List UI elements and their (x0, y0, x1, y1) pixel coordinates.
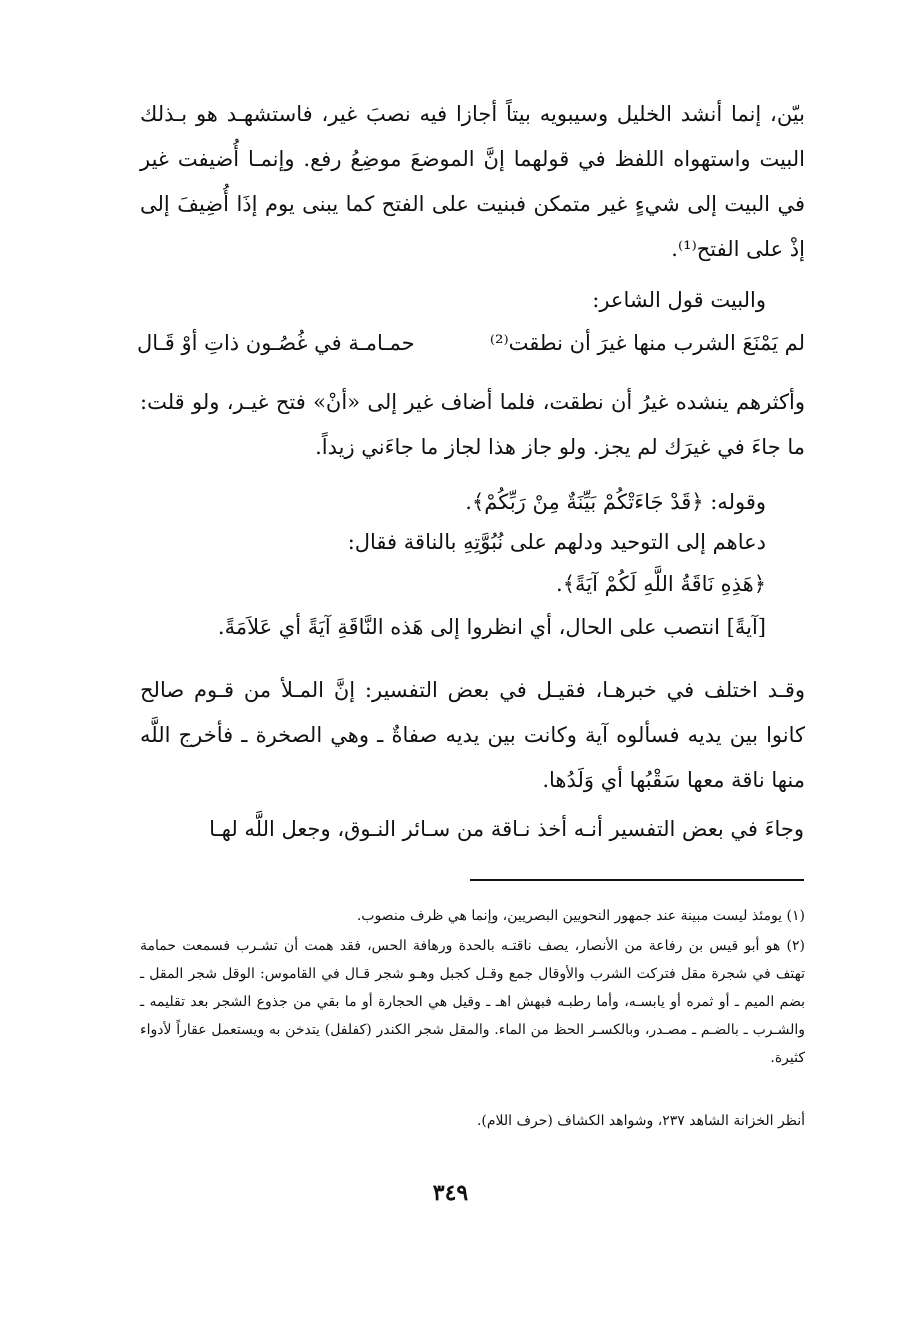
verse-first-half: لم يَمْنَعَ الشرب منها غيرَ أن نطقت⁽²⁾ (489, 331, 805, 355)
line-2: دعاهم إلى التوحيد ودلهم على نُبُوَّتِهِ بالناقة فقال: (347, 530, 766, 554)
line-3: [آيةً] انتصب على الحال، أي انظروا إلى هَذه النَّاقَةِ آيَةً أي عَلاَمَةً. (217, 615, 766, 639)
paragraph-3: وقـد اختلف في خبرهـا، فقيـل في بعض التفسير: إنَّ المـلأ من قـوم صالح كانوا بين يديه فسألوه آية وكانت بين يديه صفاةٌ ـ وهي الصخرة ـ فأخرج اللَّه منها ناقة معها سَقْبُها أي وَلَدُها. (140, 678, 805, 792)
paragraph-1: بيّن، إنما أنشد الخليل وسيبويه بيتاً أجازا فيه نصبَ غير، فاستشهـد هو بـذلك البيت واستهواه اللفظ في قولهما إنَّ الموضعَ موضِعُ رفع. وإنمـا أُضيفت غير في البيت إلى شيءٍ غير متمكن فبنيت على الفتح كما يبنى يوم إذَا أُضِيفَ إلى إذْ على الفتح⁽¹⁾. (140, 102, 805, 261)
verse-intro: والبيت قول الشاعر: (592, 288, 766, 312)
footnote-3: أنظر الخزانة الشاهد ٢٣٧، وشواهد الكشاف (حرف اللام). (476, 1113, 805, 1129)
verse-second-half: حمـامـة في غُصُـون ذاتِ أوْ قَـال (137, 331, 415, 355)
page-number: ٣٤٩ (432, 1180, 469, 1206)
footnote-2: (٢) هو أبو قيس بن رفاعة من الأنصار، يصف ناقتـه بالحدة ورهافة الحس، فقد همت أن تشـرب فسمعت حمامة تهتف في شجرة مقل فتركت الشرب والأوقال جمع وقـل كجبل وهـو شجر قـال في القاموس: الوقل شجر المقل ـ بضم الميم ـ أو ثمره أو يابسـه، وأما رطبـه فبهش اهـ ـ وقيل هي الحجارة أو ما بقي من جذوع الشجر بعد تقليمه ـ والشـرب ـ بالضـم ـ مصـدر، وبالكسـر الحظ من الماء. والمقل شجر الكندر (كفلفل) يتدخن به ويستعمل عقاراً لأدواء كثيرة. (140, 938, 805, 1066)
footnote-divider (470, 879, 804, 881)
quote-1: وقوله: ﴿قَدْ جَاءَتْكُمْ بَيِّنَةٌ مِنْ رَبِّكُمْ﴾. (465, 490, 766, 514)
verse (137, 325, 805, 365)
quote-2: ﴿هَذِهِ نَاقَةُ اللَّهِ لَكُمْ آيَةً﴾. (556, 572, 766, 596)
paragraph-2: وأكثرهم ينشده غيرُ أن نطقت، فلما أضاف غير إلى «أنْ» فتح غيـر، ولو قلت: ما جاءَ في غيرَك لم يجز. ولو جاز هذا لجاز ما جاءَني زيداً. (140, 390, 805, 459)
paragraph-4: وجاءَ في بعض التفسير أنـه أخذ نـاقة من سـائر النـوق، وجعل اللَّه لهـا (209, 817, 804, 841)
footnote-1: (١) يومئذ ليست مبينة عند جمهور النحويين البصريين، وإنما هي ظرف منصوب. (356, 908, 805, 924)
